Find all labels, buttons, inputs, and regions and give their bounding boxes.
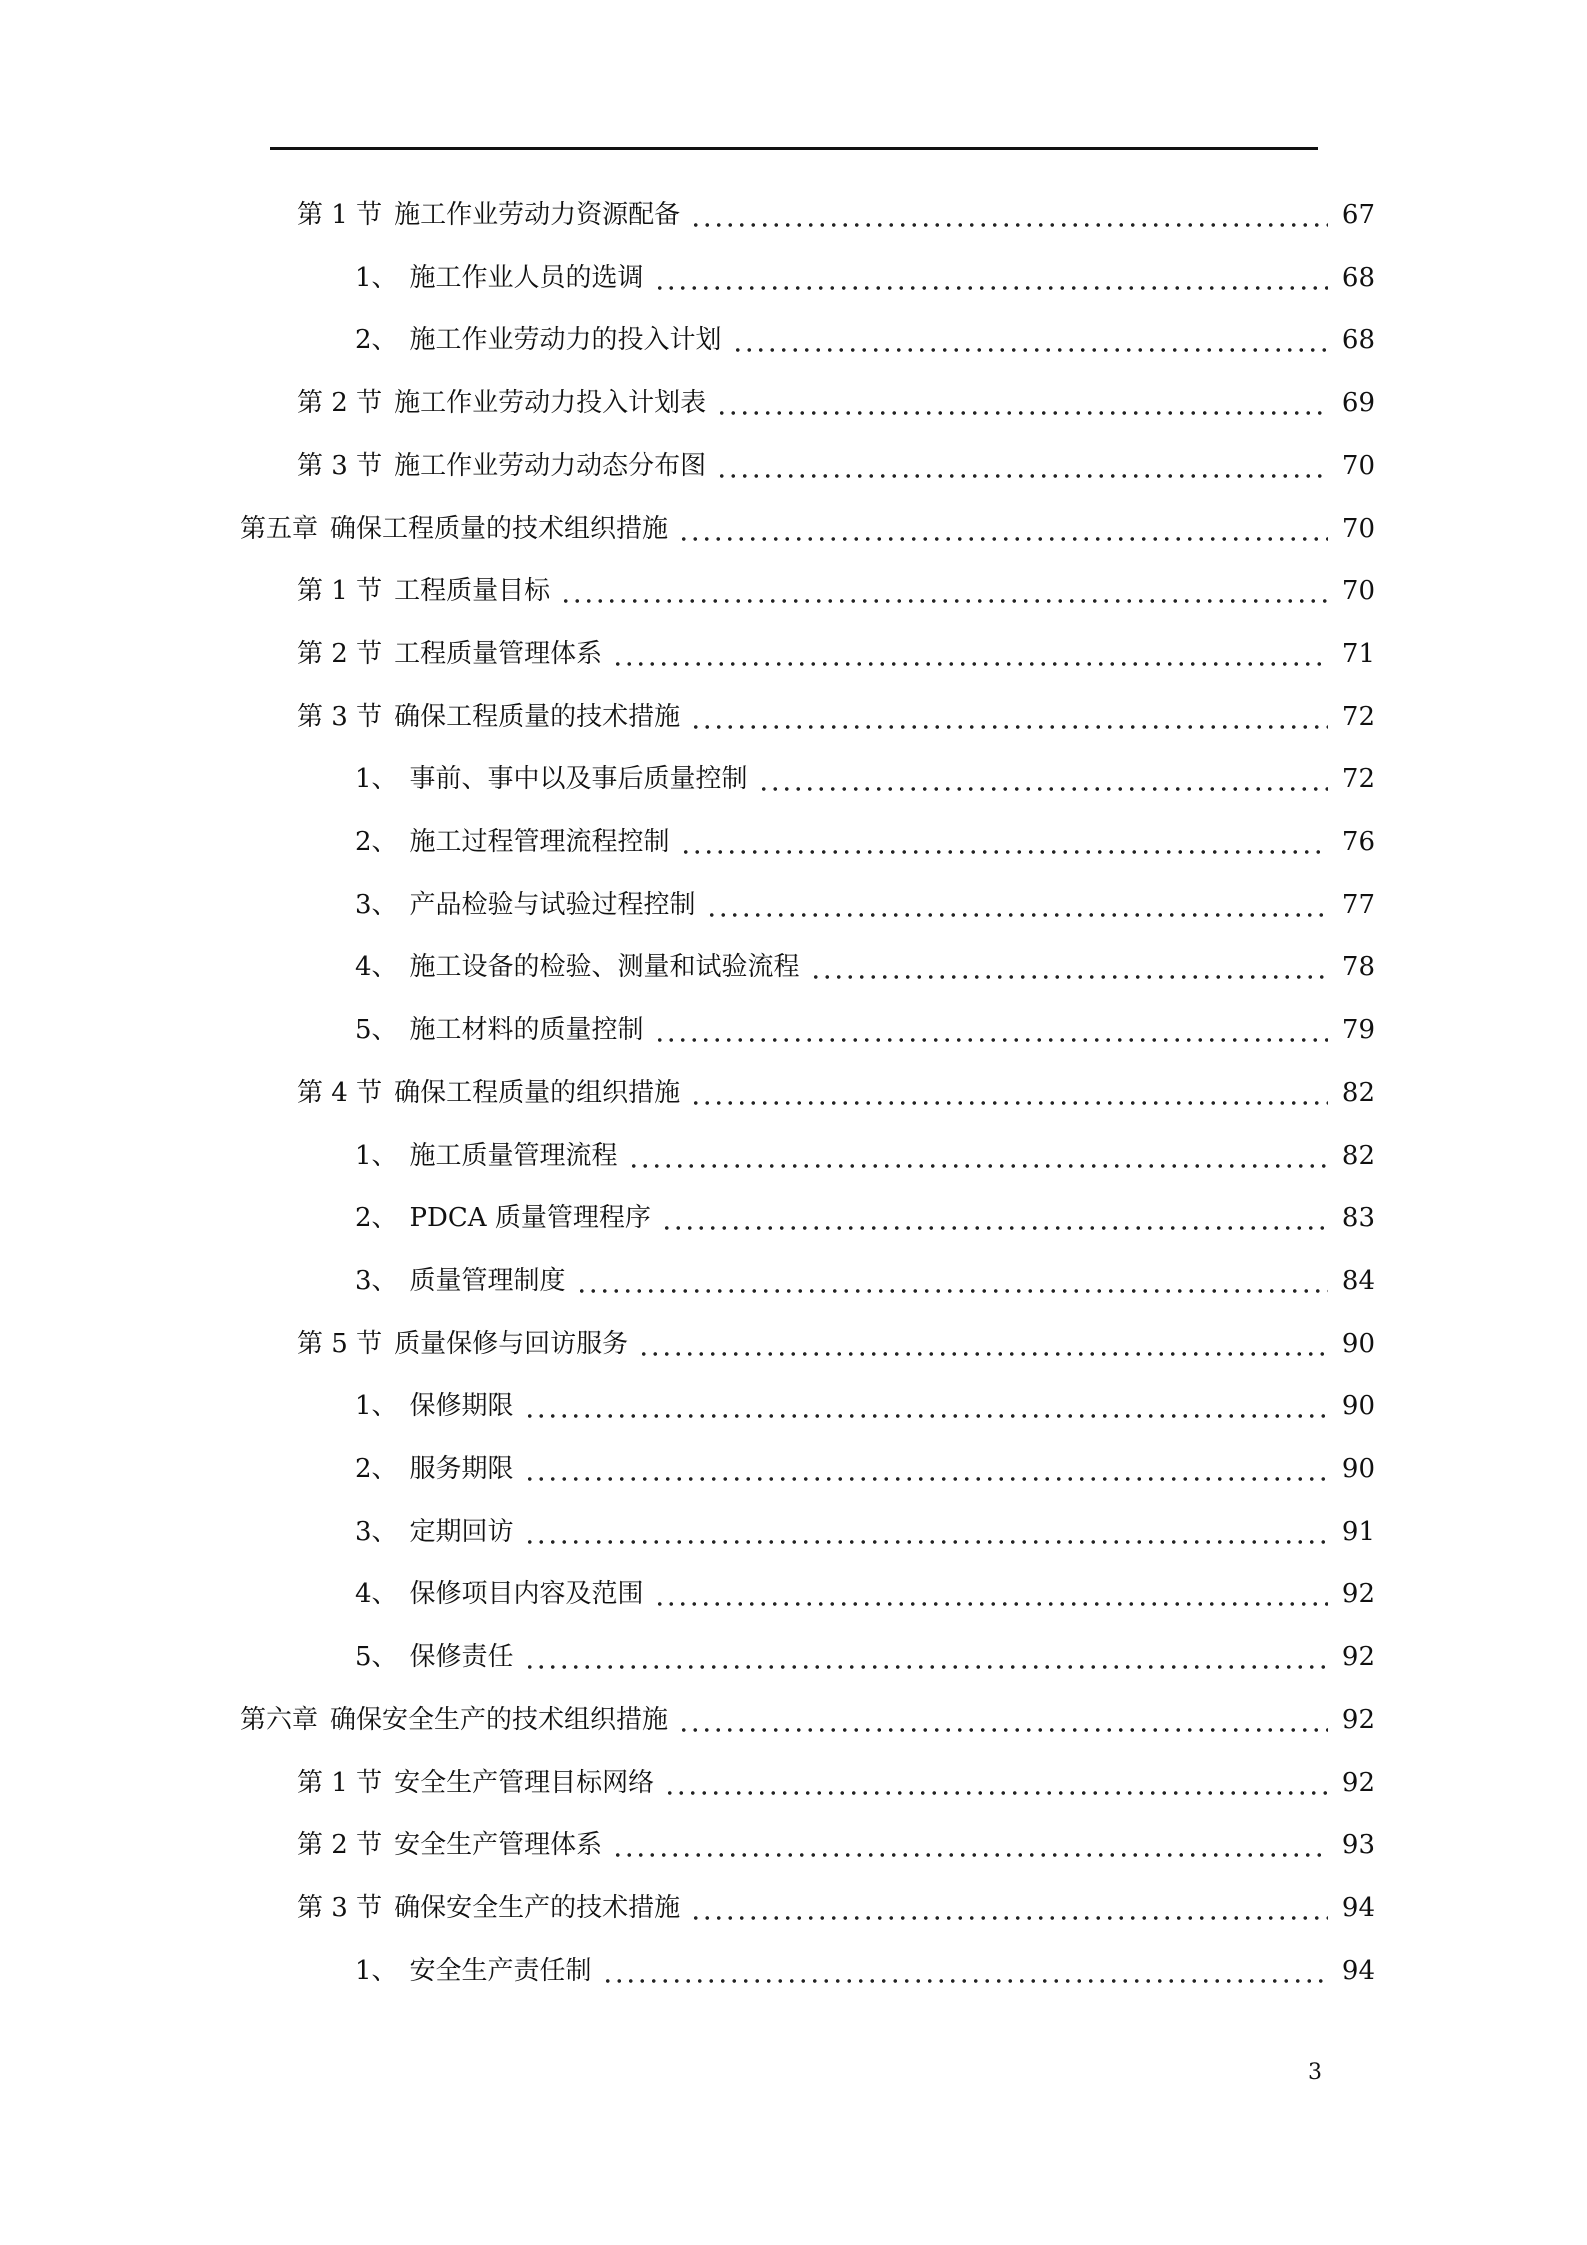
toc-entry-page: 92 <box>1341 1767 1375 1798</box>
toc-entry-number: 第 2 节 <box>297 388 383 419</box>
toc-dot-leader <box>716 378 1328 428</box>
toc-dot-leader <box>524 1507 1328 1557</box>
toc-entry[interactable] <box>297 1820 1375 1870</box>
toc-entry[interactable] <box>355 942 1375 992</box>
toc-entry-title: 施工材料的质量控制 <box>409 1015 644 1046</box>
toc-entry-page: 84 <box>1341 1265 1375 1296</box>
toc-entry-title: 工程质量管理体系 <box>394 638 603 669</box>
toc-entry-page: 78 <box>1341 952 1375 983</box>
toc-dot-leader <box>612 629 1328 679</box>
toc-entry[interactable] <box>355 1507 1375 1557</box>
toc-dot-leader <box>690 1068 1328 1118</box>
toc-entry-title: 施工作业劳动力的投入计划 <box>409 325 722 356</box>
toc-dot-leader <box>690 692 1328 742</box>
toc-dot-leader <box>576 1256 1328 1306</box>
toc-entry-title: 施工作业人员的选调 <box>409 262 644 293</box>
toc-entry[interactable] <box>355 1381 1375 1431</box>
toc-entry[interactable] <box>297 1068 1375 1118</box>
toc-entry-page: 77 <box>1341 889 1375 920</box>
toc-entry-title: 安全生产管理体系 <box>394 1830 603 1861</box>
toc-entry-page: 94 <box>1341 1892 1375 1923</box>
toc-entry[interactable] <box>355 1005 1375 1055</box>
toc-entry-page: 72 <box>1341 701 1375 732</box>
toc-dot-leader <box>678 504 1328 554</box>
toc-dot-leader <box>678 1695 1328 1745</box>
toc-entry[interactable] <box>297 1883 1375 1933</box>
toc-dot-leader <box>524 1444 1328 1494</box>
toc-entry-title: 确保安全生产的技术措施 <box>394 1892 681 1923</box>
toc-entry-title: 质量管理制度 <box>409 1265 566 1296</box>
toc-entry-title: 施工作业劳动力投入计划表 <box>394 388 707 419</box>
toc-entry[interactable] <box>240 504 1375 554</box>
toc-entry-page: 69 <box>1341 388 1375 419</box>
toc-dot-leader <box>654 1005 1328 1055</box>
toc-entry[interactable] <box>355 1193 1375 1243</box>
toc-entry-page: 94 <box>1341 1955 1375 1986</box>
toc-entry-title: 施工作业劳动力动态分布图 <box>394 450 707 481</box>
toc-entry-title: 保修责任 <box>409 1642 514 1673</box>
toc-entry-title: 质量保修与回访服务 <box>394 1328 629 1359</box>
toc-entry-number: 第 2 节 <box>297 1830 383 1861</box>
toc-entry-title: 施工过程管理流程控制 <box>409 827 670 857</box>
toc-entry-title: 定期回访 <box>409 1516 514 1547</box>
toc-entry-number: 第五章 <box>240 513 319 544</box>
toc-entry-number: 第六章 <box>240 1704 319 1735</box>
toc-entry-title: 施工质量管理流程 <box>409 1140 618 1171</box>
toc-entry-title: 确保工程质量的技术措施 <box>394 701 681 732</box>
toc-entry-page: 83 <box>1341 1203 1375 1234</box>
toc-entry-title: 服务期限 <box>409 1454 514 1484</box>
toc-dot-leader <box>810 942 1328 992</box>
toc-entry-page: 70 <box>1341 450 1375 481</box>
toc-entry-page: 90 <box>1341 1328 1375 1359</box>
toc-entry-page: 92 <box>1341 1642 1375 1673</box>
toc-entry-title: 安全生产责任制 <box>409 1955 592 1986</box>
toc-entry[interactable] <box>355 754 1375 804</box>
toc-entry-number: 1、 <box>355 262 398 293</box>
toc-entry[interactable] <box>297 441 1375 491</box>
toc-entry[interactable] <box>297 1319 1375 1369</box>
toc-entry-number: 5、 <box>355 1642 398 1673</box>
toc-entry-page: 72 <box>1341 764 1375 795</box>
toc-entry[interactable] <box>355 1444 1375 1494</box>
toc-dot-leader <box>680 817 1328 867</box>
toc-entry-title: 保修项目内容及范围 <box>409 1579 644 1610</box>
toc-entry-title: 产品检验与试验过程控制 <box>409 889 696 920</box>
toc-entry-number: 第 1 节 <box>297 1767 383 1798</box>
toc-dot-leader <box>732 315 1328 365</box>
toc-entry-title: PDCA 质量管理程序 <box>409 1203 651 1234</box>
toc-entry-page: 82 <box>1341 1140 1375 1171</box>
toc-entry-number: 3、 <box>355 1265 398 1296</box>
toc-dot-leader <box>716 441 1328 491</box>
toc-dot-leader <box>524 1381 1328 1431</box>
toc-entry-page: 90 <box>1341 1454 1375 1484</box>
toc-entry-title: 施工设备的检验、测量和试验流程 <box>409 952 800 983</box>
toc-entry-number: 1、 <box>355 1391 398 1422</box>
page-number: 3 <box>1308 2060 1322 2085</box>
toc-dot-leader <box>654 1569 1328 1619</box>
toc-entry-page: 76 <box>1341 827 1375 857</box>
toc-entry-title: 保修期限 <box>409 1391 514 1422</box>
toc-entry-page: 91 <box>1341 1516 1375 1547</box>
toc-entry-page: 68 <box>1341 325 1375 356</box>
header-rule <box>270 147 1318 150</box>
toc-entry[interactable] <box>355 253 1375 303</box>
toc-dot-leader <box>612 1820 1328 1870</box>
toc-entry-title: 施工作业劳动力资源配备 <box>394 200 681 230</box>
toc-entry-number: 2、 <box>355 325 398 356</box>
toc-entry-number: 4、 <box>355 952 398 983</box>
toc-entry-number: 2、 <box>355 827 398 857</box>
toc-dot-leader <box>690 1883 1328 1933</box>
toc-entry-number: 第 3 节 <box>297 1892 383 1923</box>
toc-entry-number: 4、 <box>355 1579 398 1610</box>
toc-dot-leader <box>524 1632 1328 1682</box>
toc-dot-leader <box>638 1319 1328 1369</box>
toc-entry-number: 1、 <box>355 1140 398 1171</box>
toc-entry-number: 5、 <box>355 1015 398 1046</box>
toc-dot-leader <box>664 1758 1328 1808</box>
toc-entry-page: 79 <box>1341 1015 1375 1046</box>
toc-entry-number: 第 4 节 <box>297 1077 383 1108</box>
toc-dot-leader <box>654 253 1328 303</box>
toc-entry-title: 确保工程质量的技术组织措施 <box>330 513 669 544</box>
toc-entry-number: 3、 <box>355 1516 398 1547</box>
toc-entry-page: 70 <box>1341 576 1375 607</box>
toc-entry-page: 90 <box>1341 1391 1375 1422</box>
toc-entry[interactable] <box>240 1695 1375 1745</box>
toc-dot-leader <box>690 190 1328 240</box>
toc-entry[interactable] <box>355 1632 1375 1682</box>
toc-entry[interactable] <box>297 629 1375 679</box>
toc-entry-number: 3、 <box>355 889 398 920</box>
toc-dot-leader <box>560 566 1328 616</box>
toc-entry[interactable] <box>297 1758 1375 1808</box>
toc-dot-leader <box>602 1946 1328 1996</box>
toc-entry-page: 68 <box>1341 262 1375 293</box>
toc-entry-number: 第 5 节 <box>297 1328 383 1359</box>
toc-entry-title: 确保安全生产的技术组织措施 <box>330 1704 669 1735</box>
toc-entry-page: 70 <box>1341 513 1375 544</box>
toc-entry[interactable] <box>355 315 1375 365</box>
toc-entry[interactable] <box>297 692 1375 742</box>
toc-entry-page: 93 <box>1341 1830 1375 1861</box>
toc-entry-title: 确保工程质量的组织措施 <box>394 1077 681 1108</box>
toc-entry[interactable] <box>297 190 1375 240</box>
toc-entry[interactable] <box>355 1946 1375 1996</box>
toc-entry-page: 92 <box>1341 1579 1375 1610</box>
toc-entry-number: 2、 <box>355 1454 398 1484</box>
toc-entry-page: 67 <box>1341 200 1375 230</box>
toc-dot-leader <box>706 880 1328 930</box>
toc-entry-title: 安全生产管理目标网络 <box>394 1767 655 1798</box>
toc-entry-page: 92 <box>1341 1704 1375 1735</box>
toc-entry-number: 1、 <box>355 764 398 795</box>
toc-dot-leader <box>758 754 1328 804</box>
toc-entry-title: 工程质量目标 <box>394 576 551 607</box>
toc-entry[interactable] <box>355 1569 1375 1619</box>
toc-entry-page: 71 <box>1341 638 1375 669</box>
toc-entry-number: 1、 <box>355 1955 398 1986</box>
toc-entry-number: 第 1 节 <box>297 576 383 607</box>
toc-entry-page: 82 <box>1341 1077 1375 1108</box>
toc-entry[interactable] <box>297 566 1375 616</box>
toc-entry-number: 第 1 节 <box>297 200 383 230</box>
toc-entry-title: 事前、事中以及事后质量控制 <box>409 764 748 795</box>
toc-entry[interactable] <box>355 817 1375 867</box>
toc-entry[interactable] <box>355 1256 1375 1306</box>
toc-dot-leader <box>628 1131 1328 1181</box>
toc-dot-leader <box>661 1193 1328 1243</box>
toc-entry[interactable] <box>355 1131 1375 1181</box>
toc-entry-number: 2、 <box>355 1203 398 1234</box>
toc-entry[interactable] <box>297 378 1375 428</box>
toc-entry-number: 第 3 节 <box>297 450 383 481</box>
toc-entry-number: 第 3 节 <box>297 701 383 732</box>
toc-entry[interactable] <box>355 880 1375 930</box>
toc-entry-number: 第 2 节 <box>297 638 383 669</box>
